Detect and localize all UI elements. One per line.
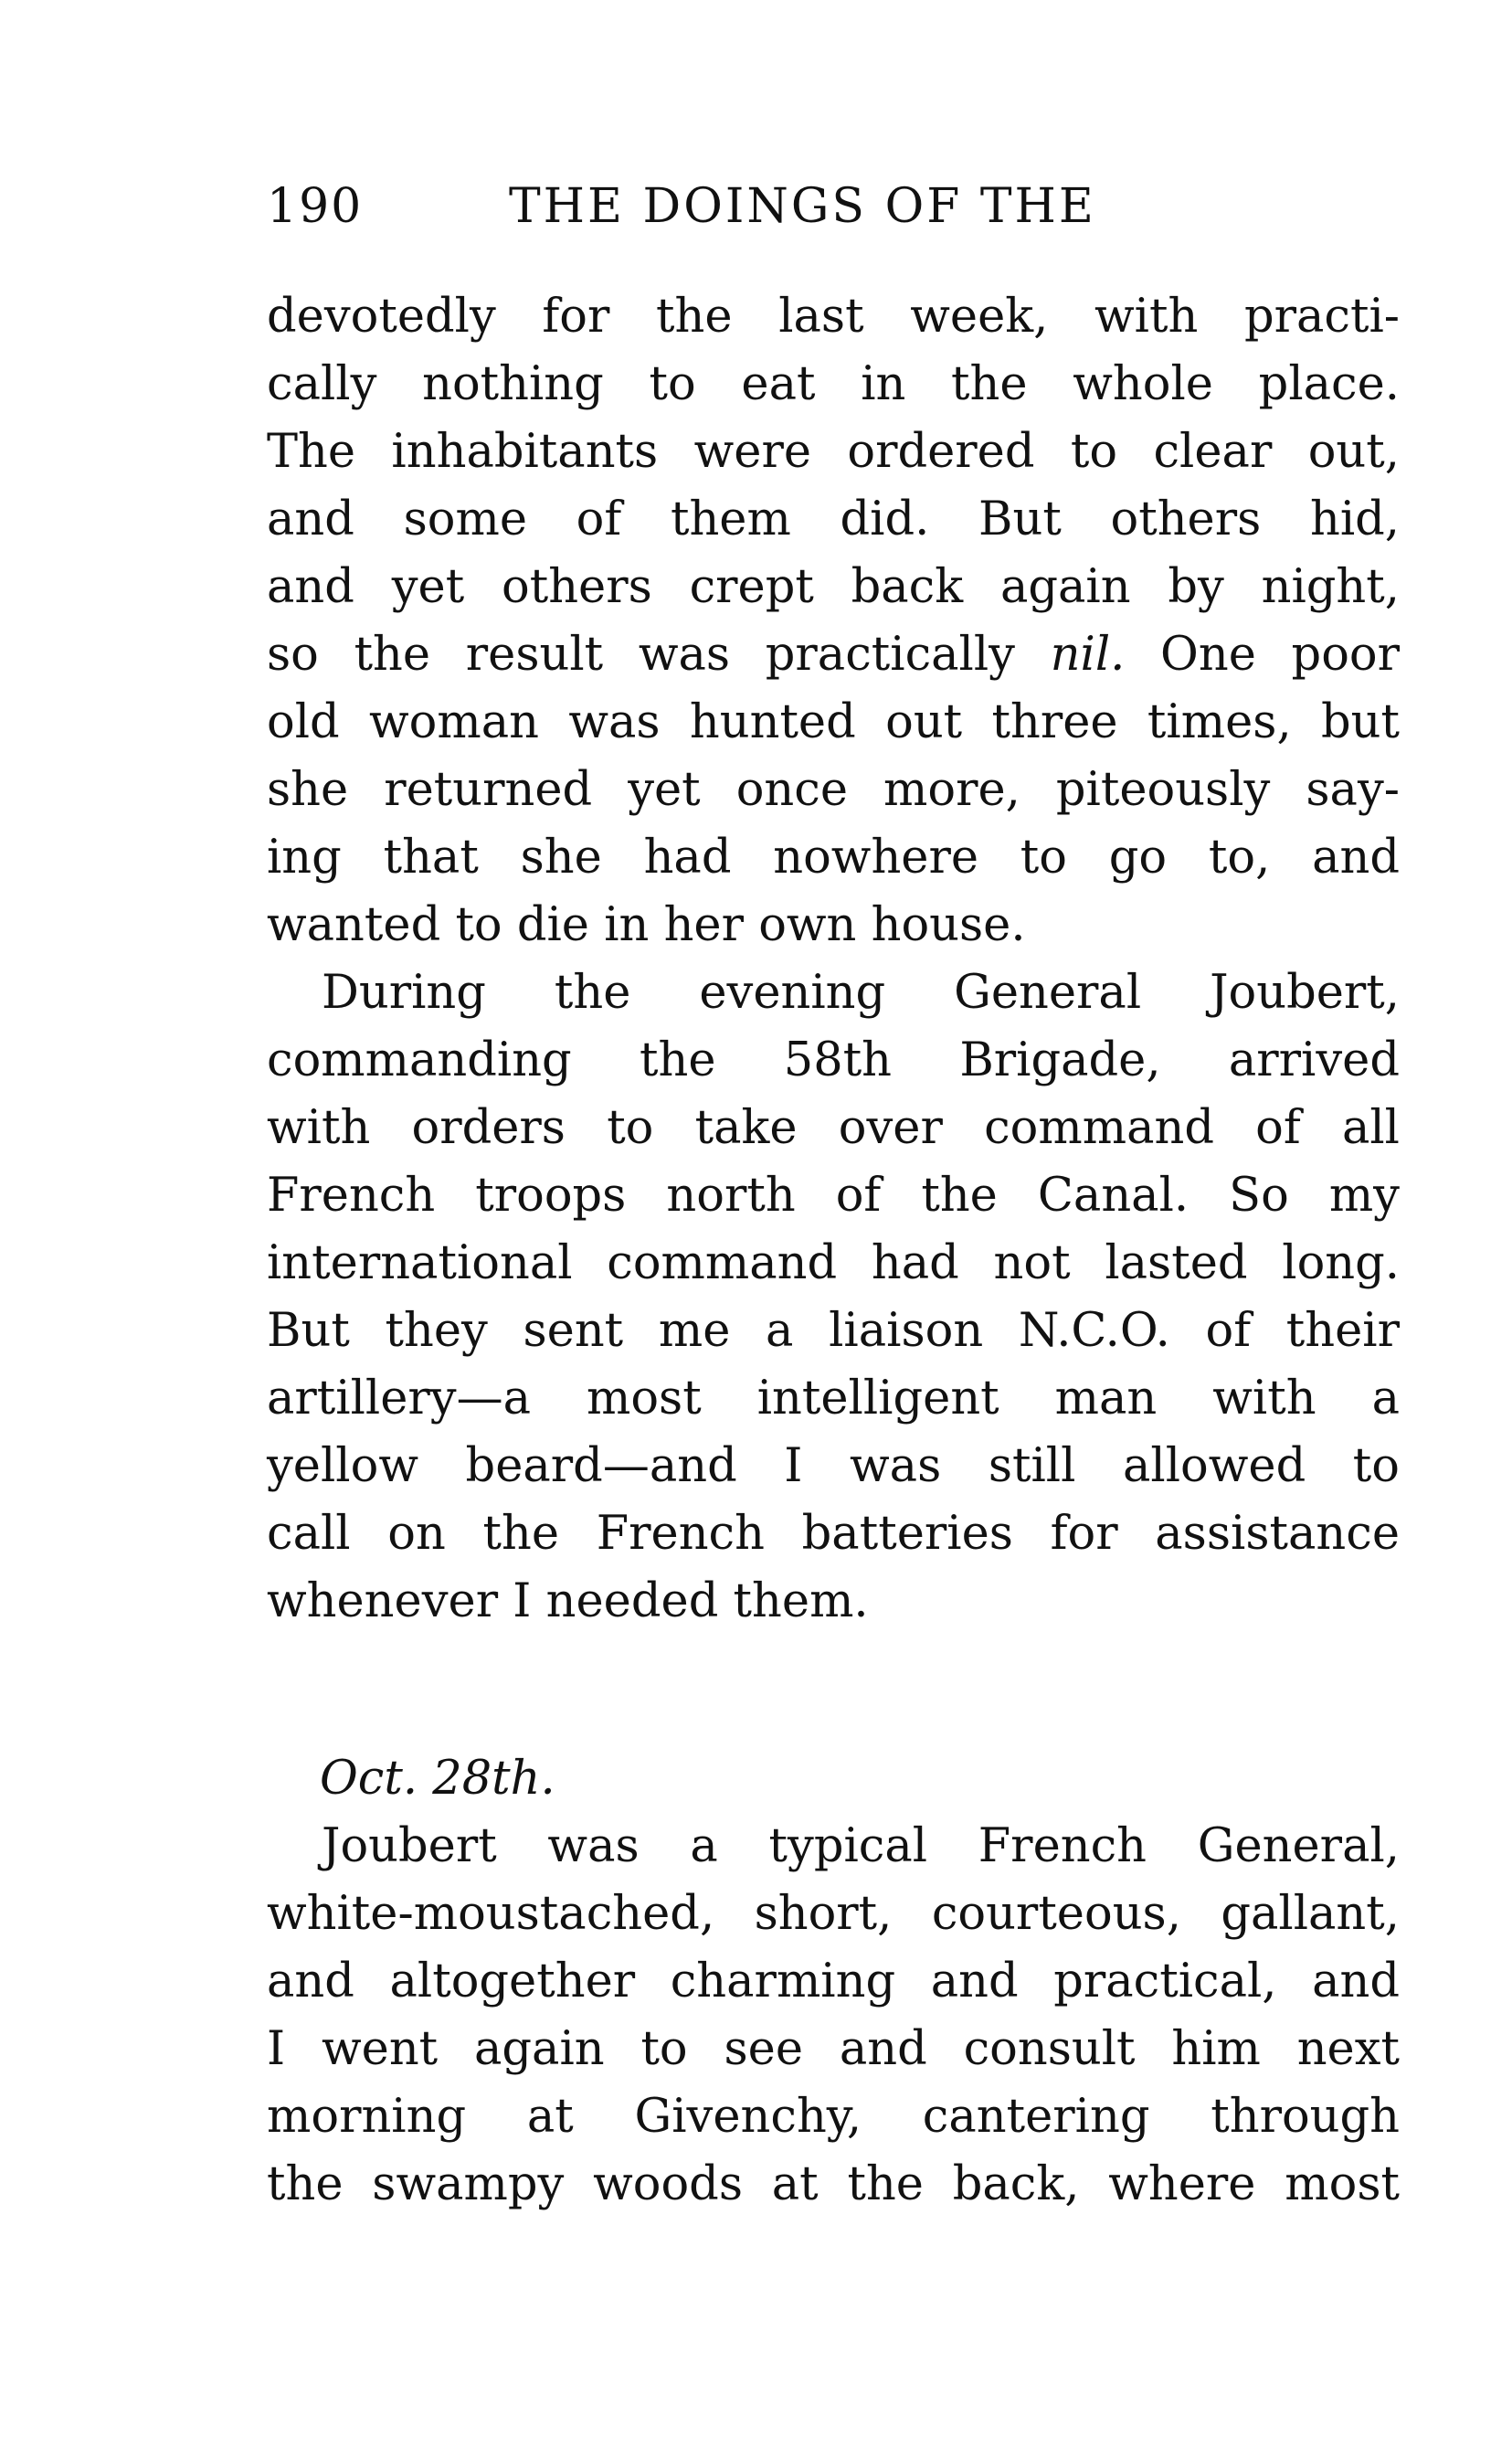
text-line: But they sent me a liaison N.C.O. of their [267,1304,1400,1358]
text-line: and altogether charming and practical, and [267,1955,1400,2008]
text-line: French troops north of the Canal. So my [267,1169,1400,1223]
text-line: the swampy woods at the back, where most [267,2157,1400,2211]
text-line: morning at Givenchy, cantering through [267,2090,1400,2144]
text-line: artillery—a most intelligent man with a [267,1372,1400,1425]
text-line: and some of them did. But others hid, [267,493,1400,546]
text-line: commanding the 58th Brigade, arrived [267,1033,1400,1087]
italic-word: nil. [1050,628,1126,682]
text-line: ing that she had nowhere to go to, and [267,831,1400,885]
dateline: Oct. 28th. [320,1752,555,1806]
text-line: cally nothing to eat in the whole place. [267,357,1400,411]
text-run: so the result was practically [267,628,1051,682]
page-number: 190 [267,179,364,234]
text-line: and yet others crept back again by night, [267,560,1400,614]
text-line: she returned yet once more, piteously say- [267,763,1400,817]
text-line: wanted to die in her own house. [267,898,1026,952]
text-line: The inhabitants were ordered to clear out, [267,425,1400,479]
text-line: old woman was hunted out three times, but [267,695,1400,749]
text-line: with orders to take over command of all [267,1101,1400,1155]
text-run: One poor [1125,628,1400,682]
text-line: whenever I needed them. [267,1574,869,1628]
body-text [267,283,1400,2219]
text-line: During the evening General Joubert, [322,966,1400,1020]
page-header [267,179,1400,243]
section-gap [267,1636,1400,1745]
text-line: white-moustached, short, courteous, gallant, [267,1887,1400,1941]
running-title: THE DOINGS OF THE [509,179,1096,234]
text-line: international command had not lasted long. [267,1236,1400,1290]
text-line: devotedly for the last week, with practi- [267,290,1400,344]
text-line: Joubert was a typical French General, [322,1819,1400,1873]
text-line: yellow beard—and I was still allowed to [267,1439,1400,1493]
text-line: call on the French batteries for assistance [267,1507,1400,1561]
text-line [267,621,1400,689]
text-line: I went again to see and consult him next [267,2022,1400,2076]
